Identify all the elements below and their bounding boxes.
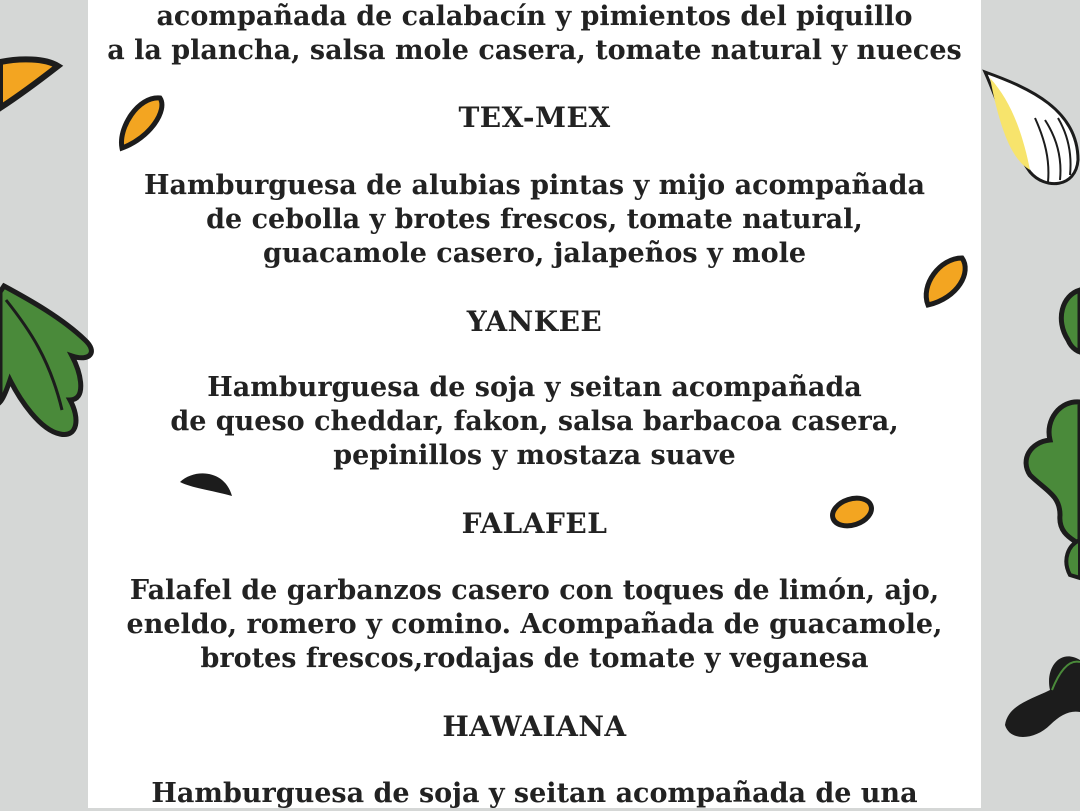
item-desc-line: guacamole casero, jalapeños y mole [262, 238, 807, 269]
item-desc-line: de queso cheddar, fakon, salsa barbacoa casera, [170, 406, 899, 437]
item-desc-line: Hamburguesa de soja y seitan acompañada de una [151, 778, 918, 809]
item-desc-line: Hamburguesa de alubias pintas y mijo acompañada [144, 170, 925, 201]
item-desc-line: eneldo, romero y comino. Acompañada de guacamole, [126, 609, 943, 640]
intro-line-1: acompañada de calabacín y pimientos del piquillo [156, 1, 913, 32]
leaf-icon [0, 286, 91, 435]
item-desc-line: de cebolla y brotes frescos, tomate natural, [206, 204, 863, 235]
item-title-falafel: FALAFEL [461, 507, 608, 540]
pepper-seed-icon [0, 59, 58, 108]
item-desc-line: Hamburguesa de soja y seitan acompañada [207, 372, 862, 403]
item-title-hawaiana: HAWAIANA [442, 710, 627, 743]
leaf-icon [1005, 656, 1080, 737]
item-desc-line: pepinillos y mostaza suave [333, 440, 736, 471]
item-title-yankee: YANKEE [466, 305, 603, 338]
item-title-texmex: TEX-MEX [458, 101, 611, 134]
item-desc-line: brotes frescos,rodajas de tomate y veganesa [200, 643, 869, 674]
intro-line-2: a la plancha, salsa mole casera, tomate natural y nueces [107, 35, 962, 66]
item-desc-line: Falafel de garbanzos casero con toques de limón, ajo, [129, 575, 940, 606]
leaf-icon [1026, 290, 1080, 578]
garlic-clove-icon [985, 72, 1078, 184]
